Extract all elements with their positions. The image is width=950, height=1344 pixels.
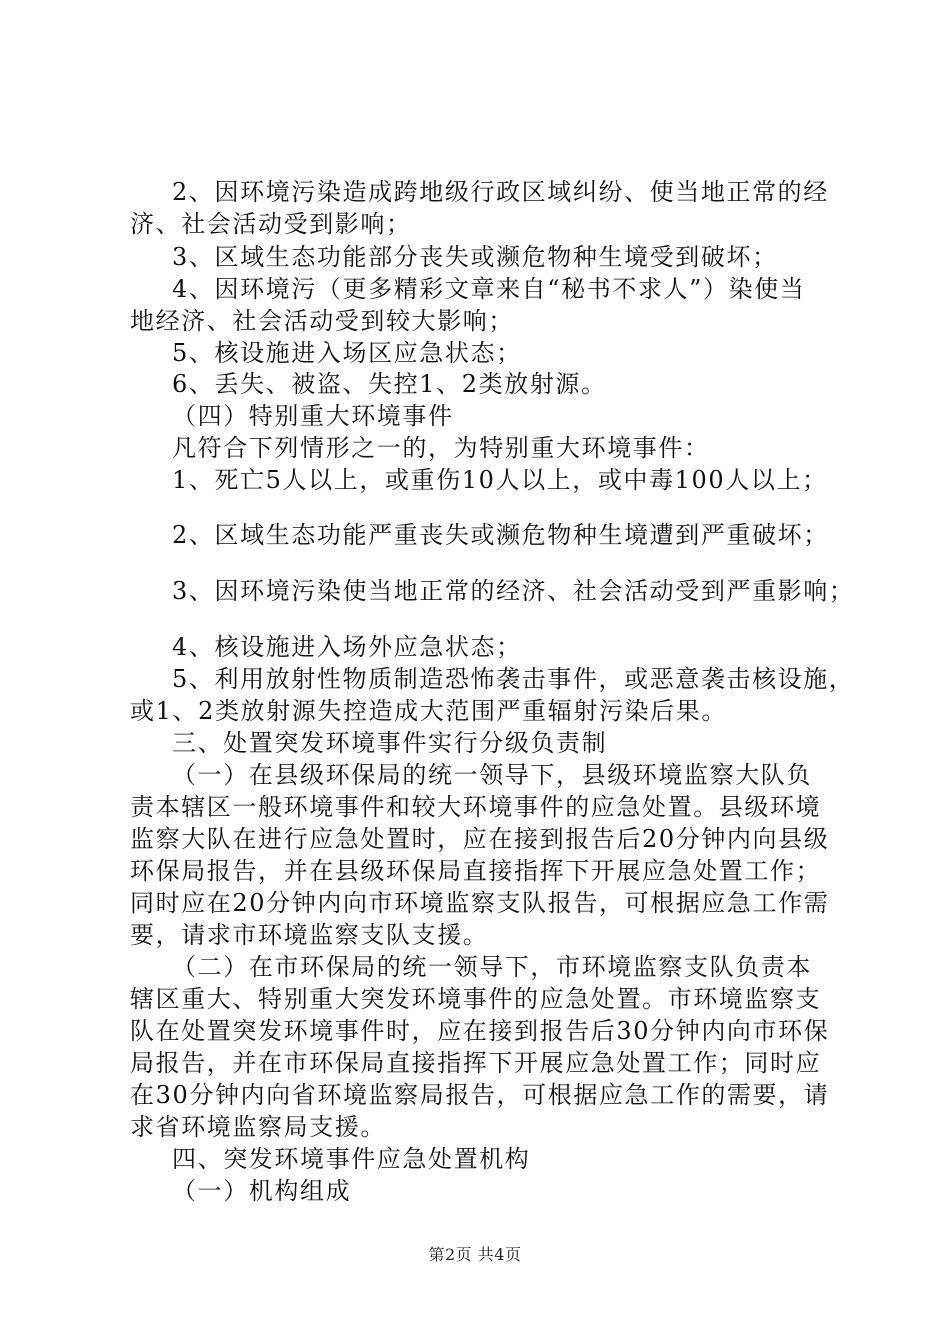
text-line: 4、核设施进入场外应急状态；	[172, 633, 522, 661]
section-heading: 四、突发环境事件应急处置机构	[172, 1145, 531, 1173]
text-line: 要，请求市环境监察支队支援。	[130, 921, 489, 949]
text-line: （一）在县级环保局的统一领导下，县级环境监察大队负	[172, 761, 812, 789]
text-line: 3、区域生态功能部分丧失或濒危物种生境受到破坏；	[172, 243, 778, 271]
text-line: 局报告，并在市环保局直接指挥下开展应急处置工作；同时应	[130, 1049, 822, 1077]
text-line: 环保局报告，并在县级环保局直接指挥下开展应急处置工作；	[130, 857, 822, 885]
text-line: 3、因环境污染使当地正常的经济、社会活动受到严重影响；	[172, 577, 855, 605]
page-number-footer: 第2页 共4页	[428, 1245, 522, 1264]
text-line: 责本辖区一般环境事件和较大环境事件的应急处置。县级环境	[130, 793, 822, 821]
text-line: 或1、2类放射源失控造成大范围严重辐射污染后果。	[130, 697, 727, 725]
text-line: 求省环境监察局支援。	[130, 1113, 386, 1141]
text-line: 队在处置突发环境事件时，应在接到报告后30分钟内向市环保	[130, 1017, 830, 1045]
text-line: 济、社会活动受到影响；	[130, 210, 412, 238]
text-line: 同时应在20分钟内向市环境监察支队报告，可根据应急工作需	[130, 889, 830, 917]
text-line: 5、核设施进入场区应急状态；	[172, 339, 522, 367]
text-line: 2、区域生态功能严重丧失或濒危物种生境遭到严重破坏；	[172, 521, 829, 549]
text-line: 地经济、社会活动受到较大影响；	[130, 307, 514, 335]
text-line: 辖区重大、特别重大突发环境事件的应急处置。市环境监察支	[130, 985, 822, 1013]
text-line: 4、因环境污（更多精彩文章来自“秘书不求人”）染使当	[172, 275, 806, 303]
text-line: 在30分钟内向省环境监察局报告，可根据应急工作的需要，请	[130, 1081, 830, 1109]
text-line: 2、因环境污染造成跨地级行政区域纠纷、使当地正常的经	[172, 178, 829, 206]
text-line: 监察大队在进行应急处置时，应在接到报告后20分钟内向县级	[130, 825, 830, 853]
text-line: （二）在市环保局的统一领导下，市环境监察支队负责本	[172, 953, 812, 981]
section-heading: （四）特别重大环境事件	[172, 402, 454, 430]
text-line: 5、利用放射性物质制造恐怖袭击事件，或恶意袭击核设施，	[172, 665, 855, 693]
section-heading: （一）机构组成	[172, 1177, 352, 1205]
section-heading: 三、处置突发环境事件实行分级负责制	[172, 729, 608, 757]
text-line: 1、死亡5人以上，或重伤10人以上，或中毒100人以上；	[172, 466, 828, 494]
text-line: 6、丢失、被盗、失控1、2类放射源。	[172, 370, 607, 398]
text-line: 凡符合下列情形之一的，为特别重大环境事件：	[172, 434, 710, 462]
